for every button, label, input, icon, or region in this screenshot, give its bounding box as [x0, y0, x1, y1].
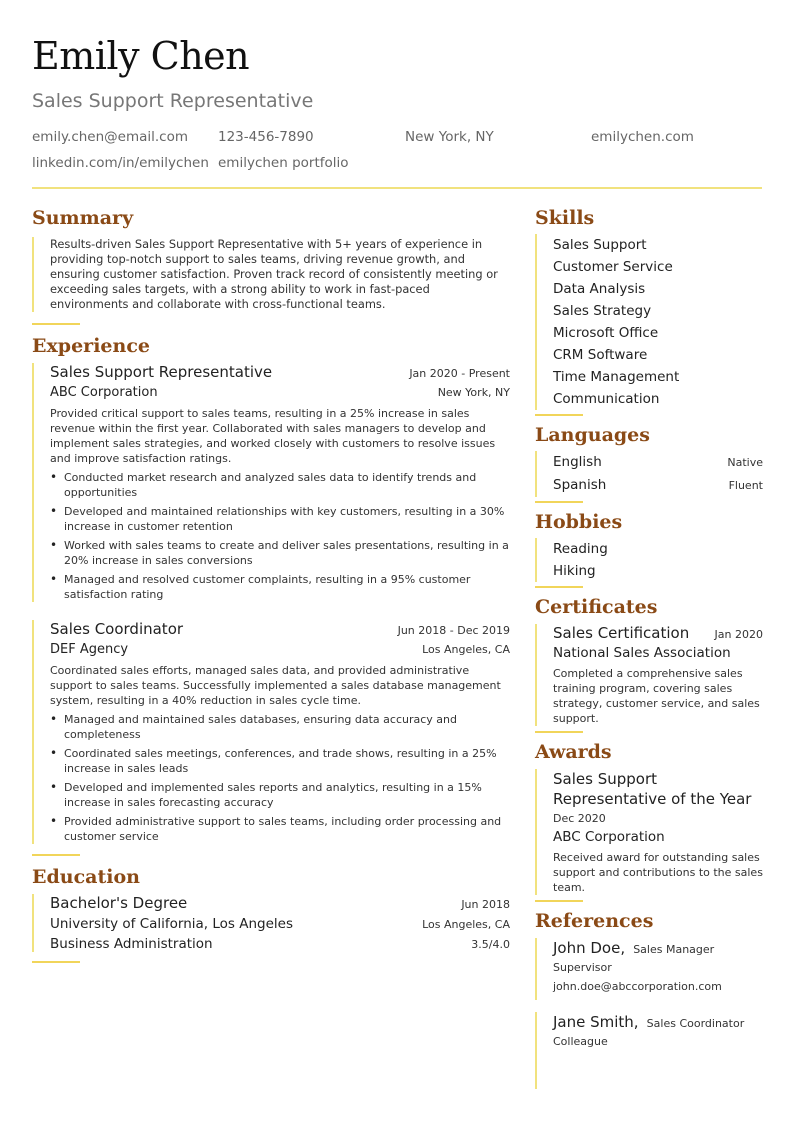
- bullet-item: • Coordinated sales meetings, conferences, and trade shows, resulting in a 25% increase in sales leads: [50, 746, 510, 776]
- bullet-item: • Provided administrative support to sales teams, including order processing and customer service: [50, 814, 510, 844]
- award-item: [535, 769, 763, 895]
- award-issuer: ABC Corporation: [553, 829, 665, 845]
- bullet-item: • Developed and maintained relationships with key customers, resulting in a 30% increase in customer retention: [50, 504, 510, 534]
- email-link[interactable]: emily.chen@email.com: [32, 129, 189, 145]
- skills-list: [535, 234, 763, 410]
- summary-heading: Summary: [32, 207, 134, 229]
- portfolio-link[interactable]: emilychen portfolio: [218, 155, 349, 171]
- job-company: DEF Agency: [50, 642, 129, 657]
- section-underline: [32, 961, 80, 963]
- languages-heading: Languages: [535, 424, 650, 446]
- section-underline: [32, 323, 80, 325]
- location-text: New York, NY: [405, 129, 494, 145]
- field-of-study: Business Administration: [50, 936, 213, 952]
- header-divider: [32, 187, 762, 189]
- reference-name: Jane Smith,: [553, 1013, 639, 1031]
- linkedin-link[interactable]: linkedin.com/in/emilychen: [32, 155, 209, 171]
- bullet-item: • Worked with sales teams to create and deliver sales presentations, resulting in a 20% increase in sales conversions: [50, 538, 510, 568]
- section-underline: [535, 731, 583, 733]
- language-name: Spanish: [553, 477, 607, 493]
- experience-job-2: [32, 620, 510, 844]
- experience-job-1: [32, 363, 510, 602]
- degree: Bachelor's Degree: [50, 894, 188, 912]
- language-item: [553, 474, 763, 497]
- reference-name: John Doe,: [553, 939, 626, 957]
- language-item: [553, 451, 763, 474]
- languages-list: [535, 451, 763, 497]
- education-section: [32, 894, 510, 952]
- skill-item: Data Analysis: [553, 281, 646, 297]
- certificates-heading: Certificates: [535, 596, 658, 618]
- candidate-name: Emily Chen: [32, 34, 250, 78]
- job-title: Sales Support Representative: [50, 363, 273, 381]
- reference-relation: Colleague: [553, 1035, 608, 1048]
- education-heading: Education: [32, 866, 140, 888]
- bullet-item: • Developed and implemented sales reports and analytics, resulting in a 15% increase in sales forecasting accuracy: [50, 780, 510, 810]
- hobby-item: Hiking: [553, 563, 596, 579]
- job-description: Coordinated sales efforts, managed sales data, and provided administrative support to sales teams. Successfully implemented a sales database management system, resulting in a 40% reduction in sales cycle time.: [50, 664, 501, 707]
- job-title: Sales Coordinator: [50, 620, 184, 638]
- job-dates: Jun 2018 - Dec 2019: [397, 624, 510, 637]
- section-underline: [535, 586, 583, 588]
- reference-item: [535, 1012, 763, 1089]
- language-level: Fluent: [728, 479, 763, 492]
- reference-email[interactable]: john.doe@abccorporation.com: [553, 980, 722, 993]
- school-location: Los Angeles, CA: [422, 918, 510, 931]
- job-location: New York, NY: [437, 386, 510, 399]
- language-name: English: [553, 454, 602, 470]
- certificate-item: [535, 624, 763, 726]
- hobby-item: Reading: [553, 541, 608, 557]
- job-bullets: [50, 712, 510, 844]
- summary-section: [32, 237, 510, 312]
- bullet-item: • Conducted market research and analyzed sales data to identify trends and opportunities: [50, 470, 510, 500]
- skill-item: CRM Software: [553, 347, 648, 363]
- experience-heading: Experience: [32, 335, 150, 357]
- award-date: Dec 2020: [553, 812, 606, 825]
- phone-text: 123-456-7890: [218, 129, 314, 145]
- section-underline: [32, 854, 80, 856]
- reference-title: Sales Manager: [633, 943, 715, 956]
- job-bullets: [50, 470, 510, 602]
- skills-heading: Skills: [535, 207, 595, 229]
- school: University of California, Los Angeles: [50, 916, 294, 932]
- reference-title: Sales Coordinator: [646, 1017, 745, 1030]
- certificate-name: Sales Certification: [553, 624, 690, 642]
- job-dates: Jan 2020 - Present: [409, 367, 510, 380]
- award-description: Received award for outstanding sales support and contributions to the sales team.: [553, 851, 763, 894]
- left-column: [32, 205, 510, 963]
- certificate-description: Completed a comprehensive sales training program, covering sales strategy, customer service, and sales support.: [553, 667, 760, 725]
- skill-item: Communication: [553, 391, 660, 407]
- section-underline: [535, 900, 583, 902]
- skill-item: Customer Service: [553, 259, 673, 275]
- references-heading: References: [535, 910, 654, 932]
- section-underline: [535, 501, 583, 503]
- awards-heading: Awards: [535, 741, 612, 763]
- job-company: ABC Corporation: [50, 385, 158, 400]
- skill-item: Microsoft Office: [553, 325, 659, 341]
- website-link[interactable]: emilychen.com: [591, 129, 694, 145]
- reference-item: [535, 938, 763, 1000]
- skill-item: Time Management: [553, 369, 680, 385]
- hobbies-list: [535, 538, 763, 582]
- bullet-item: • Managed and resolved customer complaints, resulting in a 95% customer satisfaction rating: [50, 572, 510, 602]
- candidate-title: Sales Support Representative: [32, 90, 314, 112]
- gpa: 3.5/4.0: [471, 938, 510, 951]
- hobbies-heading: Hobbies: [535, 511, 623, 533]
- skill-item: Sales Strategy: [553, 303, 652, 319]
- bullet-item: • Managed and maintained sales databases, ensuring data accuracy and completeness: [50, 712, 510, 742]
- summary-text: Results-driven Sales Support Representative with 5+ years of experience in providing top-notch support to sales teams, driving revenue growth, and ensuring customer satisfaction. Proven track record of consistently meeting or exceeding sales targets, with a strong ability to work in fast-paced environments and collaborate with cross-functional teams.: [50, 237, 498, 311]
- education-date: Jun 2018: [461, 898, 510, 911]
- section-underline: [535, 414, 583, 416]
- language-level: Native: [727, 456, 763, 469]
- certificate-date: Jan 2020: [714, 628, 763, 641]
- reference-relation: Supervisor: [553, 961, 612, 974]
- skill-item: Sales Support: [553, 237, 647, 253]
- right-column: [535, 205, 763, 1089]
- award-name: Sales Support Representative of the Year: [553, 770, 752, 808]
- certificate-issuer: National Sales Association: [553, 645, 731, 661]
- job-description: Provided critical support to sales teams, resulting in a 25% increase in sales revenue within the first year. Collaborated with sales managers to develop and implement sales strategies, and worked closely with customers to resolve issues and improve satisfaction ratings.: [50, 407, 496, 465]
- job-location: Los Angeles, CA: [422, 643, 510, 656]
